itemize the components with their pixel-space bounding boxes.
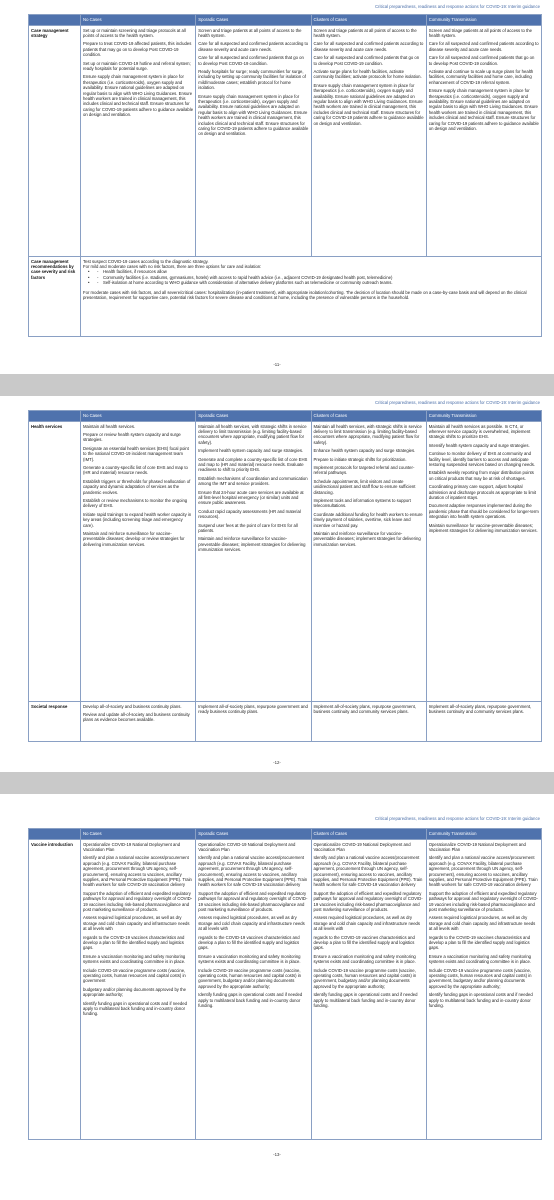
cell-paragraph: Identify and plan a national vaccine access/procurement approach (e.g. COVAX Facility, bilateral purchase agreement, procurement through UN agency, self-procurement), ensuring access to vaccines, ancillary supplies, and Personal Protective Equipment (PPE). Train health workers for safe COVID-19 vaccination delivery [198,855,308,888]
cell-paragraph: Assess required logistical procedures, as well as dry storage and cold chain capacity and infrastructure needs at all levels with [198,915,305,932]
cell-paragraph: Maintain all health services as possible. In CT4, or wherever service capacity is overwhelmed, implement strategic shifts to prioritize EHS. [428,423,531,440]
cell-paragraph: regards to the COVID-19 vaccines characteristics and develop a plan to fill the identified supply and logistics gaps. [428,934,531,951]
table-cell [426,702,541,742]
cell-paragraph: Establish weekly reporting from major distribution points on critical products that may be at risk of shortages. [428,470,534,481]
cell-paragraph: Support the adoption of efficient and expedited regulatory pathways for approval and regulatory oversight of COVID-19 vaccines including risk-based pharmacovigilance and post marketing surveillance of products. [83,890,193,912]
table-cell [196,840,311,1140]
cell-paragraph: Operationalize COVID-19 National Deployment and Vaccination Plan [83,841,181,852]
column-header: Clusters of Cases [311,411,426,422]
cell-paragraph: Prepare or review health system capacity and surge strategies. [83,431,181,443]
cell-paragraph: Activate and continue to scale up surge plans for health facilities, community facilities and home care, including enhancement of COVID-19 referral system. [428,68,534,85]
cell-paragraph: Identify funding gaps in operational costs and if needed apply to multilateral back funding and in-country donor funding. [313,992,418,1009]
cell-paragraph: Prepare to initiate strategic shifts for prioritization. [313,456,407,462]
cell-paragraph: Designate an essential health services (EHS) focal point to the national COVID-19 incident management team (IMT). [83,445,189,462]
cell-paragraph: Care for all suspected and confirmed patients that go on to develop Post COVID-19 condition. [313,55,420,66]
table-cell [81,422,196,702]
table-row [29,702,542,742]
cell-paragraph: Test suspect COVID-19 cases according to the diagnostic strategy. [83,258,209,264]
cell-paragraph: Enhance health system capacity and surge strategies. [313,448,416,454]
cell-paragraph: Screen and triage patients at all points of access to the health system. [198,27,302,38]
column-header: No Cases [81,411,196,422]
table-cell [81,26,196,257]
cell-paragraph: regards to the COVID-19 vaccines characteristics and develop a plan to fill the identified supply and logistics gaps. [313,934,415,951]
cell-paragraph: Coordinating primary care support, adjust hospital admission and discharge protocols as appropriate to limit duration of inpatient stays. [428,484,537,500]
cell-paragraph: Identify funding gaps in operational costs and if needed apply to multilateral back funding and in-country donor funding. [198,992,303,1009]
column-header: Sporadic Cases [196,411,311,422]
table-cell [311,702,426,742]
page-number: -13- [273,1152,281,1157]
cell-paragraph: Maintain all health services. [83,423,136,429]
cell-paragraph: Care for all suspected and confirmed patients that go on to develop Post COVID-19 condition. [428,55,535,66]
cell-paragraph: Assess required logistical procedures, as well as dry storage and cold chain capacity and infrastructure needs at all levels with [428,915,536,932]
guidance-table [28,410,542,742]
cell-paragraph: Maintain and reinforce surveillance for vaccine-preventable diseases; develop or review strategies for delivering immunization services. [83,531,185,547]
column-header [29,829,81,840]
row-header: Vaccine introduction [29,840,81,1140]
cell-paragraph: Include COVID-19 vaccine programme costs (vaccine, operating costs, human resources and capital costs) in government, budgetary and/or planning documents approved by the appropriate authority; [198,967,302,989]
cell-paragraph: Maintain all health services, with strategic shifts in service delivery to limit transmission (e.g. limiting facility-based encounters where appropriate, modifying patient flow for safety). [198,423,307,445]
cell-paragraph: Activate surge plans for health facilities, activate community facilities; activate protocols for home isolation. [313,68,422,80]
list-item: - • Self-isolation at home according to WHO guidance with consideration of alternative delivery platforms such as telemedicine or community outreach teams. [103,280,539,285]
cell-paragraph: Identify and plan a national vaccine access/procurement approach (e.g. COVAX Facility, bilateral purchase agreement, procurement through UN agency, self-procurement), ensuring access to vaccines, ancillary supplies, and Personal Protective Equipment (PPE). Train health workers for safe COVID-19 vaccination delivery [313,855,423,888]
cell-paragraph: Care for all suspected and confirmed patients according to disease severity and acute care needs. [313,41,424,52]
cell-paragraph: Implement protocols for targeted referral and counter-referral pathways. [313,464,415,476]
cell-paragraph: Operationalize COVID-19 National Deployment and Vaccination Plan [428,841,526,852]
cell-paragraph: Generate a country-specific list of core EHS and map to (HR and material) resource needs. [83,464,188,476]
running-header: Critical preparedness, readiness and response actions for COVID-19: Interim guidance [374,4,540,9]
cell-paragraph: Operationalize COVID-19 National Deployment and Vaccination Plan [198,841,296,852]
cell-paragraph: Implement all-of-society plans, repurpose government, business continuity and community services plans. [313,703,417,714]
row-header: Health services [29,422,81,702]
cell-paragraph: Ensure supply chain management system in place for therapeutics (i.e. corticosteroids), oxygen supply and availability. Ensure national guidelines are adapted on regular basis to align with WHO Living Guidances. Ensure health workers are trained in clinical management, this includes clinical and technical staff. Ensure structures for caring for COVID-19 patients adhere to guidance available on design and ventilation. [198,93,309,137]
table-header-row [29,15,542,26]
column-header: Community Transmission [426,15,541,26]
table-cell [81,840,196,1140]
cell-paragraph: Include COVID-19 vaccine programme costs (vaccine, operating costs, human resources and capital costs) in government [83,967,186,984]
table-cell [81,702,196,742]
cell-paragraph: Set up or maintain screening and triage protocols at all points of access to the health system. [83,27,186,38]
cell-paragraph: Implement health system capacity and surge strategies. [198,448,304,454]
cell-paragraph: Maintain surveillance for vaccine-preventable diseases; implement strategies for delivering immunization services. [428,522,538,533]
row-header: Case management strategy [29,26,81,257]
table-cell [311,422,426,702]
cell-paragraph: Maintain all health services, with strategic shifts in service delivery to limit transmission (e.g. limiting facility-based encounters where appropriate, modifying patient flow for safety). [313,423,422,445]
cell-paragraph: Screen and triage patients at all points of access to the health system. [428,27,532,38]
cell-paragraph: Ensure supply chain management system in place for therapeutics (i.e. corticosteroids), oxygen supply and availability. Ensure national guidelines are adapted on regular basis to align with WHO Living Guidances. Ensure health workers are trained in clinical management, this includes clinical and technical staff. Ensure structures for caring for COVID-19 patients adhere to guidance available on design and ventilation. [83,74,194,118]
cell-paragraph: Document adaptive responses implemented during the pandemic phase that should be considered for longer-term integration into health system operations. [428,503,539,520]
bullet-list [83,269,539,285]
table-cell [196,422,311,702]
cell-paragraph: Care for all suspected and confirmed patients according to disease severity and acute care needs. [198,41,309,52]
cell-paragraph: Include COVID-19 vaccine programme costs (vaccine, operating costs, human resources and capital costs) in government, budgetary and/or planning documents approved by the appropriate authority; [313,967,417,989]
cell-paragraph: Ensure supply chain management system in place for therapeutics (i.e. corticosteroids), oxygen supply and availability. Ensure national guidelines are adapted on regular basis to align with WHO Living Guidances. Ensure health workers are trained in clinical management, this includes clinical and technical staff. Ensure structures for caring for COVID-19 patients adhere to guidance available on design and ventilation. [428,88,539,131]
table-cell [426,422,541,702]
document-page [0,396,554,772]
table-cell [196,702,311,742]
cell-paragraph: Coordinate additional funding for health workers to ensure timely payment of salaries, overtime, sick leave and incentive or hazard pay. [313,511,423,528]
guidance-table [28,14,542,337]
cell-paragraph: Ensure a vaccination monitoring and safety monitoring systems exists and coordinating committee is in place. [428,953,532,965]
cell-paragraph: For moderate cases with risk factors, and all severe/critical cases: hospitalization (in-patient treatment), with appropriate isolation/cohorting. The decision of location should be made on a case-by-case basis and will depend on the clinical presentation, requirement for supportive care, potential risk factors for severe disease and conditions at home, including the presence of vulnerable persons in the household. [83,289,527,300]
table-cell [426,840,541,1140]
cell-paragraph: Review and update all-of-society and business continuity plans as evidence becomes available. [83,711,190,723]
page-number: -12- [273,760,281,765]
guidance-table [28,828,542,1140]
column-header: No Cases [81,15,196,26]
cell-paragraph: Ready hospitals for surge; ready communities for surge, including by setting up community facilities for isolation of mild/moderate cases; establish protocol for home isolation. [198,68,306,91]
cell-paragraph: Ensure a vaccination monitoring and safety monitoring systems exists and coordinating committee is in place. [313,953,416,965]
cell-paragraph: Implement tools and information systems to support teleconsultations. [313,497,411,509]
column-header [29,15,81,26]
cell-paragraph: Assess required logistical procedures, as well as dry storage and cold chain capacity and infrastructure needs at all levels with [313,915,421,932]
cell-paragraph: Operationalize COVID-19 National Deployment and Vaccination Plan [313,841,411,852]
table-header-row [29,411,542,422]
cell-paragraph: Initiate rapid trainings to expand health worker capacity in key areas (including screening triage and emergency care). [83,511,192,528]
table-cell [196,26,311,257]
cell-paragraph: Maintain and reinforce surveillance for vaccine-preventable diseases; implement strategies for delivering immunization services. [313,531,421,547]
document-page [0,0,554,374]
table-row [29,257,542,337]
cell-paragraph: Care for all suspected and confirmed patients according to disease severity and acute care needs. [428,41,539,52]
cell-paragraph: Identify and plan a national vaccine access/procurement approach (e.g. COVAX Facility, bilateral purchase agreement, procurement through UN agency, self-procurement), ensuring access to vaccines, ancillary supplies, and Personal Protective Equipment (PPE). Train health workers for safe COVID-19 vaccination delivery [428,855,538,888]
list-item: - • Health facilities, if resources allow [103,269,539,274]
table-row [29,840,542,1140]
row-header: Case management recommendations by case severity and risk factors [29,257,81,337]
cell-paragraph: Care for all suspected and confirmed patients that go on to develop Post COVID-19 condition. [198,55,304,66]
cell-paragraph: Identify funding gaps in operational costs and if needed apply to multilateral back funding and in-country donor funding. [428,992,533,1009]
cell-paragraph: regards to the COVID-19 vaccines characteristics and develop a plan to fill the identified supply and logistics gaps. [198,934,300,951]
cell-paragraph: Develop all-of-society and business continuity plans. [83,703,182,709]
cell-paragraph: regards to the COVID-19 vaccines characteristics and develop a plan to fill the identified supply and logistics gaps. [83,934,185,951]
column-header [29,411,81,422]
cell-paragraph: Establish mechanisms of coordination and communication among the IMT and service providers. [198,475,308,487]
column-header: Sporadic Cases [196,15,311,26]
cell-paragraph: Establish triggers or thresholds for phased reallocation of capacity and dynamic adaptation of services as the pandemic evolves. [83,478,191,495]
cell-paragraph: Generate and complete a country-specific list of core EHS and map to (HR and material) resource needs. Evaluate readiness to shift to priority EHS. [198,456,308,473]
cell-paragraph: Prepare to treat COVID-19 affected patients, this includes patients that may go on to develop Post COVID-19 condition. [83,41,192,58]
row-header: Societal response [29,702,81,742]
page-number: -11- [273,362,281,367]
column-header: Clusters of Cases [311,15,426,26]
cell-paragraph: Screen and triage patients at all points of access to the health system. [313,27,417,38]
table-cell [81,257,542,337]
cell-paragraph: Suspend user fees at the point of care for EHS for all patients. [198,522,298,533]
cell-paragraph: Identify funding gaps in operational costs and if needed apply to multilateral back funding and in-country donor funding. [83,1000,187,1017]
cell-paragraph: Ensure a vaccination monitoring and safety monitoring systems exists and coordinating committee is in place. [198,953,301,965]
cell-paragraph: Intensify health system capacity and surge strategies. [428,442,530,448]
cell-paragraph: Ensure that 24-hour acute care services are available at all first-level hospital emergency (or similar) units and ensure public awareness. [198,489,304,506]
document-page [0,794,554,1200]
column-header: Community Transmission [426,829,541,840]
cell-paragraph: Continue to monitor delivery of EHS at community and facility level, identify barriers to access and anticipate restoring suspended services based on changing needs. [428,451,536,467]
cell-paragraph: Support the adoption of efficient and expedited regulatory pathways for approval and regulatory oversight of COVID-19 vaccines including risk-based pharmacovigilance and post marketing surveillance of products. [428,890,538,912]
cell-paragraph: Ensure supply chain management system in place for therapeutics (i.e. corticosteroids), oxygen supply and availability. Ensure national guidelines are adapted on regular basis to align with WHO Living Guidances. Ensure health workers are trained in clinical management, this includes clinical and technical staff. Ensure structures for caring for COVID-19 patients adhere to guidance available on design and ventilation. [313,82,424,126]
cell-paragraph: Identify and plan a national vaccine access/procurement approach (e.g. COVAX Facility, bilateral purchase agreement, procurement through UN agency, self-procurement), ensuring access to vaccines, ancillary supplies, and Personal Protective Equipment (PPE). Train health workers for safe COVID-19 vaccination delivery [83,855,192,888]
cell-paragraph: Implement all-of-society plans, repurpose government, business continuity and community services plans. [428,703,532,714]
cell-paragraph: Conduct rapid capacity assessments (HR and material resources). [198,508,301,520]
list-item: - • Community facilities (i.e. stadiums, gymnasiums, hotels) with access to rapid health advice (i.e., adjacent COVID-19 designated health post, telemedicine) [103,275,539,280]
cell-paragraph: Assess required logistical procedures, as well as dry storage and cold chain capacity and infrastructure needs at all levels with [83,915,190,932]
cell-paragraph: Support the adoption of efficient and expedited regulatory pathways for approval and regulatory oversight of COVID-19 vaccines including risk-based pharmacovigilance and post marketing surveillance of products. [313,890,423,912]
cell-paragraph: For mild and moderate cases with no risk factors, there are three options for care and isolation: [83,263,262,269]
table-cell [426,26,541,257]
cell-paragraph: Implement all-of-society plans, repurpose government and ready business continuity plans. [198,703,308,714]
column-header: No Cases [81,829,196,840]
column-header: Community Transmission [426,411,541,422]
cell-paragraph: budgetary and/or planning documents approved by the appropriate authority; [83,986,187,998]
column-header: Clusters of Cases [311,829,426,840]
cell-paragraph: Support the adoption of efficient and expedited regulatory pathways for approval and regulatory oversight of COVID-19 vaccines including risk-based pharmacovigilance and post marketing surveillance of products. [198,890,308,912]
cell-paragraph: Maintain and reinforce surveillance for vaccine-preventable diseases; implement strategies for delivering immunization services. [198,536,306,553]
column-header: Sporadic Cases [196,829,311,840]
cell-paragraph: Schedule appointments, limit visitors and create unidirectional patient and staff flow to ensure sufficient distancing. [313,478,416,495]
running-header: Critical preparedness, readiness and response actions for COVID-19: Interim guidance [374,400,540,405]
cell-paragraph: Set up or maintain COVID-19 hotline and referral system; ready hospitals for potential surge. [83,60,191,71]
cell-paragraph: Establish or review mechanisms to monitor the ongoing delivery of EHS. [83,497,188,509]
table-cell [311,26,426,257]
cell-paragraph: Include COVID-19 vaccine programme costs (vaccine, operating costs, human resources and capital costs) in government, budgetary and/or planning documents approved by the appropriate authority; [428,967,532,989]
table-row [29,422,542,702]
table-cell [311,840,426,1140]
table-header-row [29,829,542,840]
table-row [29,26,542,257]
cell-paragraph: Ensure a vaccination monitoring and safety monitoring systems exists and coordinating committee is in place. [83,953,186,965]
running-header: Critical preparedness, readiness and response actions for COVID-19: Interim guidance [374,816,540,821]
